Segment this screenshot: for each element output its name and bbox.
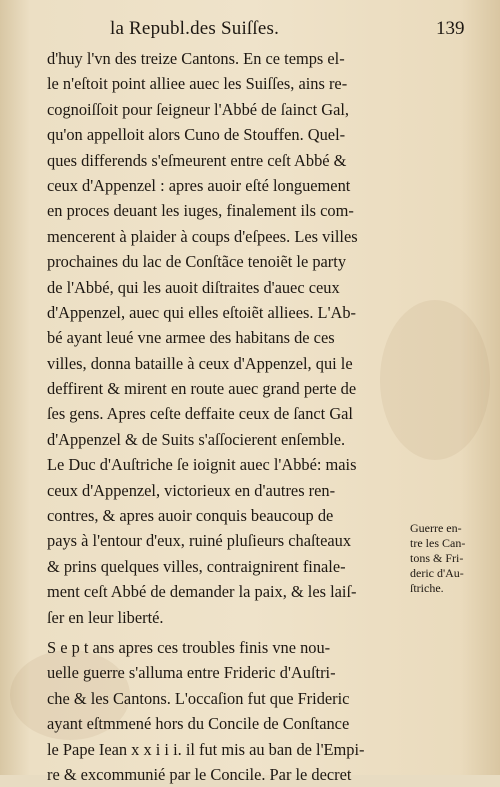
marginal-note-line: deric d'Au-: [410, 566, 464, 580]
marginal-note-line: tons & Fri-: [410, 551, 464, 565]
text-line: Le Duc d'Auſtriche ſe ioignit auec l'Abbé: mais: [47, 455, 357, 475]
text-line: le Pape Iean x x i i i. il fut mis au ban de l'Empi-: [47, 739, 365, 759]
text-line: d'huy l'vn des treize Cantons. En ce temps el-: [47, 49, 345, 68]
text-line: ceux d'Appenzel : apres auoir eſté longuement: [47, 175, 351, 195]
body-text: [47, 46, 405, 787]
text-line: & prins quelques villes, contraignirent finale-: [47, 556, 346, 576]
text-line: ſes gens. Apres ceſte deffaite ceux de ſanct Gal: [47, 404, 353, 424]
text-line: d'Appenzel, auec qui elles eſtoiẽt alliees. L'Ab-: [47, 302, 357, 322]
text-line: de l'Abbé, qui les auoit diſtraites d'auec ceux: [47, 277, 340, 297]
page-number: 139: [436, 18, 465, 39]
marginal-note-line: ſtriche.: [410, 581, 444, 595]
text-line: ſer en leur liberté.: [47, 607, 164, 627]
running-head: [88, 18, 488, 42]
text-line: d'Appenzel & de Suits s'aſſocierent enſemble.: [47, 429, 346, 449]
text-line: le n'eſtoit point alliee auec les Suiſſes, ains re-: [47, 74, 348, 94]
text-line: re & excommunié par le Concile. Par le decret: [47, 764, 352, 784]
running-title: la Republ.des Suiſſes.: [110, 18, 280, 39]
text-line: cognoiſſoit pour ſeigneur l'Abbé de ſainct Gal,: [47, 99, 350, 119]
marginal-note-line: Guerre en-: [410, 521, 462, 535]
text-line: qu'on appelloit alors Cuno de Stouffen. Quel-: [47, 125, 346, 145]
text-line: ayant eſtmmené hors du Concile de Conſtance: [47, 714, 350, 734]
text-line: en proces deuant les iuges, finalement ils com-: [47, 201, 354, 221]
text-line: bé ayant leué vne armee des habitans de ces: [47, 328, 335, 348]
text-line: pays à l'entour d'eux, ruiné pluſieurs chaſteaux: [47, 531, 352, 551]
text-line: contres, & apres auoir conquis beaucoup de: [47, 506, 334, 526]
text-line: mencerent à plaider à coups d'eſpees. Les villes: [47, 226, 358, 246]
text-line: uelle guerre s'alluma entre Frideric d'Auſtri-: [47, 663, 336, 683]
text-line: ment ceſt Abbé de demander la paix, & les laiſ-: [47, 582, 357, 602]
text-line: ques differends s'eſmeurent entre ceſt Abbé &: [47, 150, 347, 170]
text-line: villes, donna bataille à ceux d'Appenzel, qui le: [47, 353, 353, 373]
text-line: che & les Cantons. L'occaſion fut que Frideric: [47, 688, 350, 708]
marginal-note-line: tre les Can-: [410, 536, 466, 550]
text-line: deffirent & mirent en route auec grand perte de: [47, 379, 357, 399]
text-line: ceux d'Appenzel, victorieux en d'autres ren-: [47, 480, 336, 500]
text-line: S e p t ans apres ces troubles finis vne nou-: [47, 637, 331, 657]
marginal-note: [410, 521, 488, 596]
text-line: prochaines du lac de Conſtãce tenoiẽt le party: [47, 252, 347, 272]
